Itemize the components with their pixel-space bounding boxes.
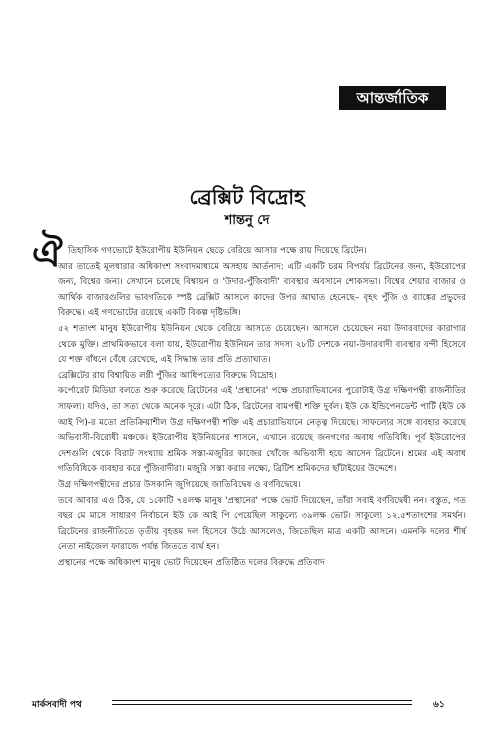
- drop-cap: ঐ: [32, 230, 63, 275]
- paragraph: ৫২ শতাংশ মানুষ ইউরোপীয় ইউনিয়ন থেকে বেরিয়ে আসতে চেয়েছেন। আসলে চেয়েছেন নয়া উদারবাদের কারাগার থেকে মুক্তি। প্রাথমিকভাবে বলা যায়, ইউরোপীয় ইউনিয়ন তার সদস্য ২৮টি দেশকে নয়া-উদারবাদী ব্যবস্থার বন্দী হিসেবে যে শক্ত বাঁধনে বেঁধে রেখেছে, এই সিদ্ধান্ত তার প্রতি প্রত্যাঘাত।: [58, 323, 466, 366]
- article-author: শান্তনু দে: [224, 213, 270, 228]
- paragraph: তবে আবার এও ঠিক, যে ১কোটি ৭৪লক্ষ মানুষ 'প্রস্থানের' পক্ষে ভোট দিয়েছেন, তাঁরা সবাই বর্ণবিদ্বেষী নন। বস্তুত, গত বছর মে মাসে সাধারণ নির্বাচনে ইউ কে আই পি পেয়েছিল সাকুল্যে ৩৯লক্ষ ভোট। সাকুল্যে ১২.৫শতাংশের সমর্থন। ব্রিটেনের রাজনীতিতে তৃতীয় বৃহত্তম দল হিসেবে উঠে আসলেও, জিতেছিল মাত্র একটি আসনে। এমনকি দলের শীর্ষ নেতা নাইজেল ফারাজে পর্যন্ত জিততে ব্যর্থ হন।: [58, 495, 466, 553]
- paragraph: তিহাসিক গণভোটে ইউরোপীয় ইউনিয়ন ছেড়ে বেরিয়ে আসার পক্ষে রায় দিয়েছে ব্রিটেন।: [68, 246, 367, 256]
- paragraph: কর্পোরেট মিডিয়া বলতে শুরু করেছে ব্রিটেনের এই 'প্রস্থানের' পক্ষে প্রচারাভিযানের পুরোটাই উগ্র দক্ষিণপন্থী রাজনীতির সাফল্য। যদিও, তা সত্য থেকে অনেক দূরে। এটা ঠিক, ব্রিটেনের বামপন্থী শক্তি দুর্বল। ইউ কে ইন্ডিপেনডেন্ট পার্টি (ইউ কে আই পি)-র মতো প্রতিক্রিয়াশীল উগ্র দক্ষিণপন্থী শক্তি এই প্রচারাভিযানে নেতৃত্ব দিয়েছে। সাফল্যের সঙ্গে ব্যবহার করেছে অভিবাসী-বিরোধী মঞ্চকে। ইউরোপীয় ইউনিয়নের শাসনে, এখানে রয়েছে জনগণের অবাধ গতিবিধি। পূর্ব ইউরোপের দেশগুলি থেকে বিরাট সংখ্যায় শ্রমিক সস্তা-মজুরির কাজের খোঁজে অভিবাসী হয়ে আসেন ব্রিটেনে। শ্রমের এই অবাধ গতিবিধিকে ব্যবহার করে পুঁজিবাদীরা। মজুরি সস্তা করার লক্ষ্যে, ব্রিটিশ শ্রমিকদের ছাঁটাইয়ের উদ্দেশে।: [58, 386, 466, 475]
- magazine-name: মার্কসবাদী পথ: [32, 700, 82, 710]
- paragraph: প্রস্থানের পক্ষে অধিকাংশ মানুষ ভোট দিয়েছেন প্রতিষ্ঠিত দলের বিরুদ্ধে প্রতিবাদ: [58, 557, 325, 568]
- paragraph: উগ্র দক্ষিণপন্থীদের প্রচার উসকানি জুগিয়েছে জাতিবিদ্বেষ ও বর্ণবিদ্বেষে।: [58, 479, 301, 490]
- section-tag: আন্তর্জাতিক: [339, 86, 446, 110]
- paragraph: আর তাতেই মূলধারার অধিকাংশ সংবাদমাধ্যমে অসহায় আর্তনাদ: এটি একটি চরম বিপর্যয় ব্রিটেনের জন্য, ইউরোপের জন্য, বিশ্বের জন্য। সেখানে চলেছে বিশ্বায়ন ও 'উদার-পুঁজিবাদী' ব্যবস্থার অবসানে শোকসভা। বিশ্বের শেয়ার বাজার ও আর্থিক বাজারগুলির ভাবগতিকে স্পষ্ট ব্রেক্সিট আসলে কাদের উপর আঘাত হেনেছে– বৃহৎ পুঁজি ও ব্যাঙ্কের প্রভুদের বিরুদ্ধে। এই গণভোটের রয়েছে একটি বিকল্প দৃষ্টিভঙ্গি।: [58, 261, 466, 319]
- article-body: [58, 244, 466, 571]
- page-number: ৬১: [433, 700, 445, 710]
- footer-divider: [112, 700, 412, 705]
- article-title: ব্রেক্সিট বিদ্রোহ: [189, 185, 305, 209]
- paragraph: ব্রেক্সিটের রায় বিশ্বায়িত লগ্নী পুঁজির আধিপত্যের বিরুদ্ধে বিদ্রোহ।: [58, 370, 277, 381]
